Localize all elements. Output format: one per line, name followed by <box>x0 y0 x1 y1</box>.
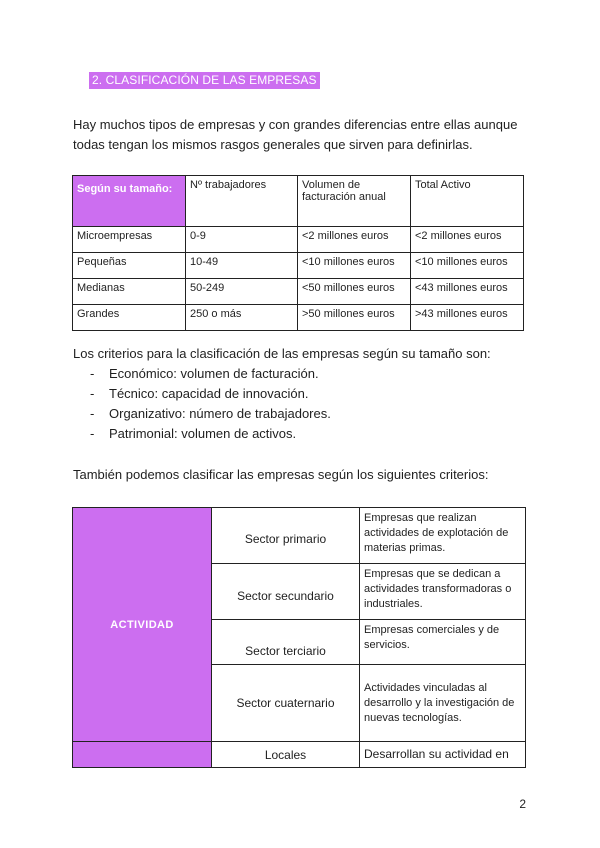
cell-turnover: >50 millones euros <box>298 305 411 331</box>
dash-bullet: - <box>90 426 95 441</box>
criteria-list <box>73 364 491 444</box>
cell-size: Grandes <box>73 305 186 331</box>
list-item-text: Económico: volumen de facturación. <box>109 366 319 381</box>
cell-turnover: <50 millones euros <box>298 279 411 305</box>
cell-assets: <10 millones euros <box>411 253 524 279</box>
category-next <box>73 742 212 768</box>
header-total-assets: Total Activo <box>411 176 524 227</box>
cell-workers: 0-9 <box>186 227 298 253</box>
cell-assets: <43 millones euros <box>411 279 524 305</box>
cell-size: Medianas <box>73 279 186 305</box>
table-row <box>73 305 524 331</box>
intro-line: Hay muchos tipos de empresas y con grandes diferencias entre ellas aunque <box>73 117 518 132</box>
header-size: Según su tamaño: <box>73 176 186 227</box>
dash-bullet: - <box>90 366 95 381</box>
size-classification-table <box>72 175 524 331</box>
dash-bullet: - <box>90 406 95 421</box>
cell-turnover: <10 millones euros <box>298 253 411 279</box>
header-workers: Nº trabajadores <box>186 176 298 227</box>
table-row <box>73 279 524 305</box>
list-item-text: Técnico: capacidad de innovación. <box>109 386 309 401</box>
dash-bullet: - <box>90 386 95 401</box>
other-criteria-intro: También podemos clasificar las empresas según los siguientes criterios: <box>73 467 489 482</box>
cell-description: Empresas que realizan actividades de explotación de materias primas. <box>360 508 526 564</box>
cell-assets: <2 millones euros <box>411 227 524 253</box>
page-number: 2 <box>519 797 526 811</box>
cell-turnover: <2 millones euros <box>298 227 411 253</box>
list-item <box>90 424 491 444</box>
header-turnover: Volumen de facturación anual <box>298 176 411 227</box>
activity-classification-table <box>72 507 526 768</box>
table-row <box>73 742 526 768</box>
intro-line: todas tengan los mismos rasgos generales que sirven para definirlas. <box>73 137 473 152</box>
table-row <box>73 227 524 253</box>
cell-description: Desarrollan su actividad en <box>360 742 526 768</box>
cell-sector: Sector primario <box>212 508 360 564</box>
cell-description: Actividades vinculadas al desarrollo y la investigación de nuevas tecnologías. <box>360 665 526 742</box>
cell-sector: Sector cuaternario <box>212 665 360 742</box>
cell-workers: 10-49 <box>186 253 298 279</box>
criteria-intro: Los criterios para la clasificación de las empresas según su tamaño son: <box>73 346 491 361</box>
table-row <box>73 253 524 279</box>
section-heading: 2. CLASIFICACIÓN DE LAS EMPRESAS <box>89 72 320 89</box>
cell-assets: >43 millones euros <box>411 305 524 331</box>
list-item-text: Patrimonial: volumen de activos. <box>109 426 297 441</box>
list-item-text: Organizativo: número de trabajadores. <box>109 406 331 421</box>
list-item <box>90 384 491 404</box>
cell-sector: Sector terciario <box>212 620 360 665</box>
criteria-section <box>73 344 491 444</box>
cell-size: Pequeñas <box>73 253 186 279</box>
cell-sector: Sector secundario <box>212 564 360 620</box>
intro-paragraph <box>73 115 543 155</box>
category-activity: ACTIVIDAD <box>73 508 212 742</box>
list-item <box>90 404 491 424</box>
cell-workers: 250 o más <box>186 305 298 331</box>
table-header-row <box>73 176 524 227</box>
table-row <box>73 508 526 564</box>
list-item <box>90 364 491 384</box>
cell-workers: 50-249 <box>186 279 298 305</box>
cell-sector: Locales <box>212 742 360 768</box>
cell-size: Microempresas <box>73 227 186 253</box>
cell-description: Empresas que se dedican a actividades transformadoras o industriales. <box>360 564 526 620</box>
cell-description: Empresas comerciales y de servicios. <box>360 620 526 665</box>
